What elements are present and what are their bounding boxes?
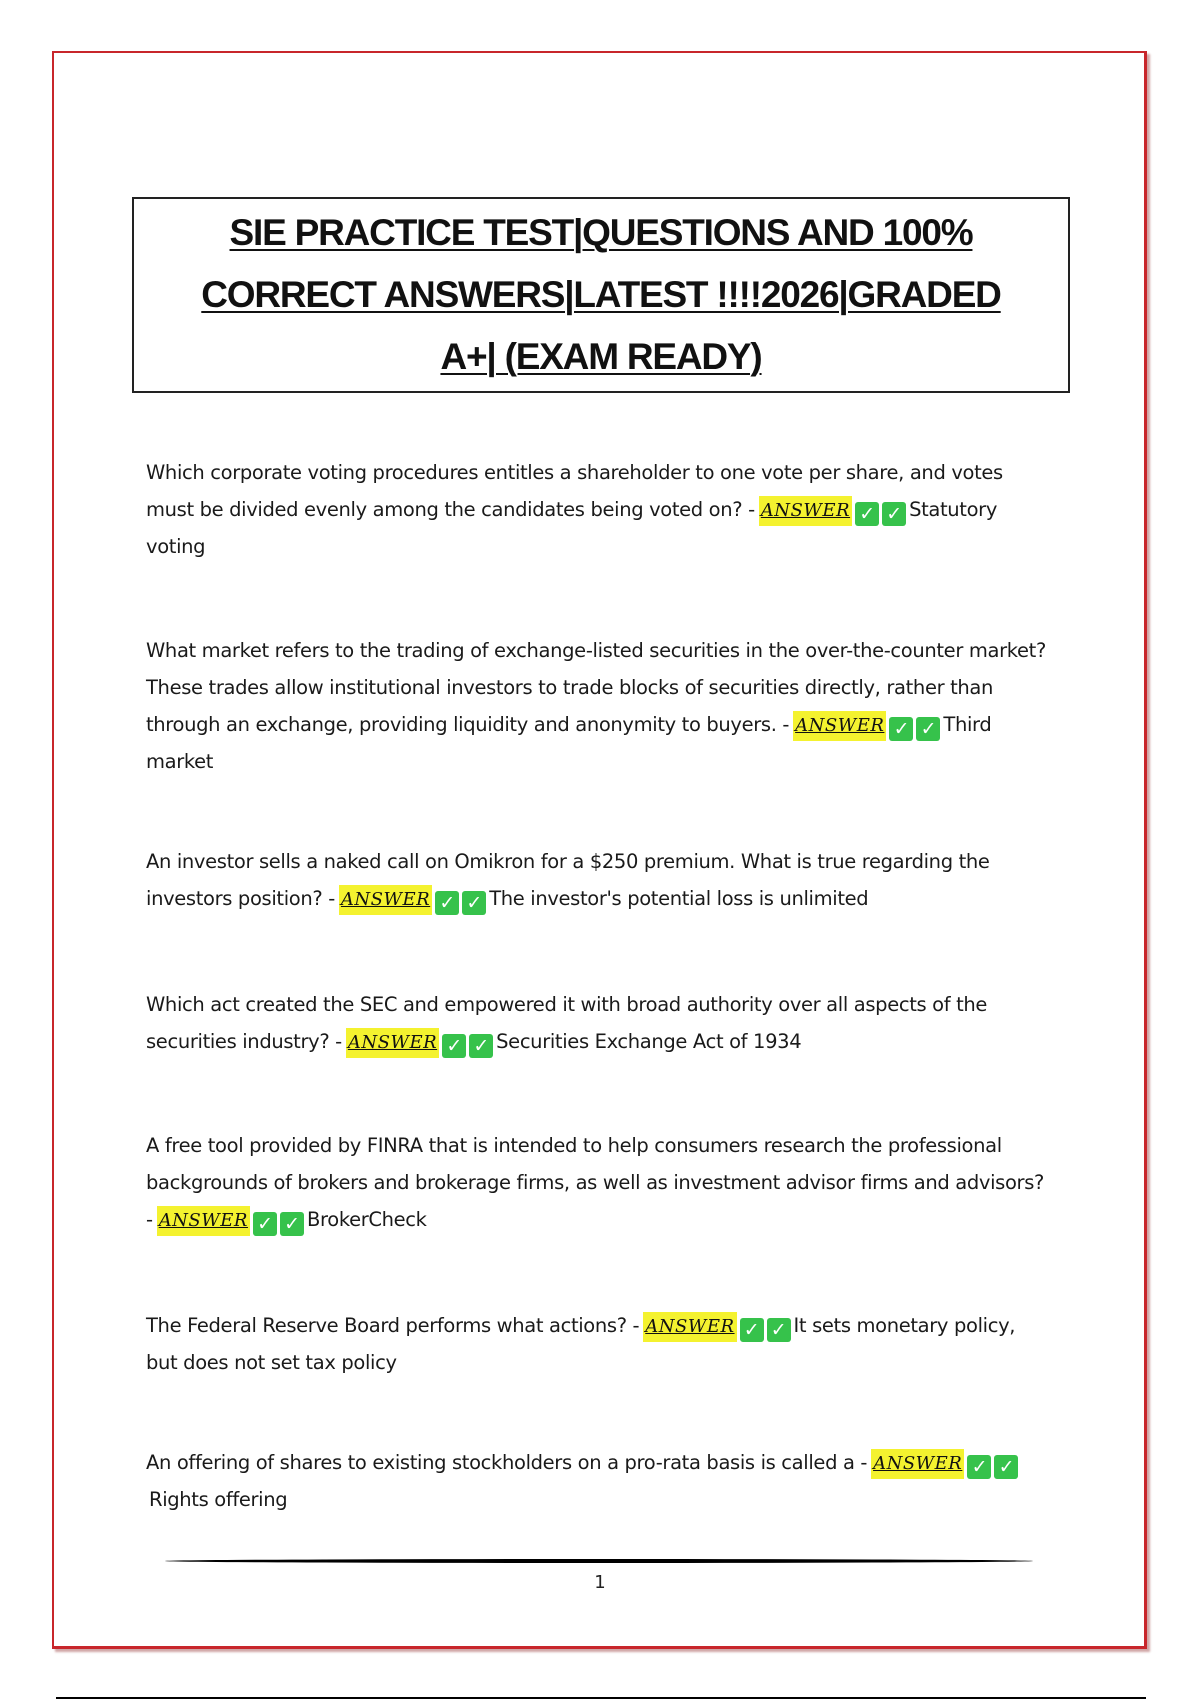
- answer-text: BrokerCheck: [306, 1208, 427, 1231]
- answer-label: ANSWER: [793, 711, 886, 741]
- checkmark-icon: ✓: [253, 1212, 277, 1236]
- answer-label: ANSWER: [759, 496, 852, 526]
- checkmark-icon: ✓: [442, 1034, 466, 1058]
- answer-label: ANSWER: [871, 1449, 964, 1479]
- checkmark-icon: ✓: [740, 1318, 764, 1342]
- answer-text: Rights offering: [149, 1488, 288, 1511]
- question-text: What market refers to the trading of exchange-listed securities in the over-the-counter market? These trades allow institutional investors to trade blocks of securities directly, rather than through an exchange, providing liquidity and anonymity to buyers. -: [146, 639, 1046, 736]
- answer-label: ANSWER: [157, 1206, 250, 1236]
- checkmark-icon: ✓: [462, 891, 486, 915]
- answer-text: Securities Exchange Act of 1934: [496, 1030, 802, 1053]
- qa-item-3: [146, 843, 1046, 917]
- checkmark-icon: ✓: [767, 1318, 791, 1342]
- checkmark-icon: ✓: [967, 1455, 991, 1479]
- question-text: Which act created the SEC and empowered it with broad authority over all aspects of the securities industry? -: [146, 993, 988, 1053]
- answer-label: ANSWER: [339, 885, 432, 915]
- question-text: Which corporate voting procedures entitles a shareholder to one vote per share, and votes must be divided evenly among the candidates being voted on? -: [146, 461, 1003, 521]
- title-line-3: A+| (EXAM READY): [440, 336, 762, 377]
- checkmark-icon: ✓: [916, 717, 940, 741]
- checkmark-icon: ✓: [855, 502, 879, 526]
- bottom-divider: [56, 1697, 1146, 1699]
- title-line-2: CORRECT ANSWERS|LATEST !!!!2026|GRADED: [201, 274, 1001, 315]
- answer-text: Third market: [146, 713, 992, 773]
- checkmark-icon: ✓: [469, 1034, 493, 1058]
- qa-item-2: [146, 632, 1046, 780]
- question-text: The Federal Reserve Board performs what actions? -: [146, 1314, 640, 1337]
- page-number: 1: [594, 1572, 606, 1593]
- checkmark-icon: ✓: [435, 891, 459, 915]
- question-text: An offering of shares to existing stockholders on a pro-rata basis is called a -: [146, 1451, 868, 1474]
- answer-text: The investor's potential loss is unlimited: [489, 887, 869, 910]
- qa-item-4: [146, 986, 1046, 1060]
- checkmark-icon: ✓: [994, 1455, 1018, 1479]
- checkmark-icon: ✓: [882, 502, 906, 526]
- question-text: An investor sells a naked call on Omikron for a $250 premium. What is true regarding the investors position? -: [146, 850, 990, 910]
- title-line-1: SIE PRACTICE TEST|QUESTIONS AND 100%: [229, 212, 973, 253]
- checkmark-icon: ✓: [280, 1212, 304, 1236]
- footer-divider: [165, 1559, 1033, 1563]
- answer-label: ANSWER: [643, 1312, 736, 1342]
- answer-text: Statutory voting: [146, 498, 998, 558]
- qa-item-6: [146, 1307, 1046, 1381]
- question-text: A free tool provided by FINRA that is intended to help consumers research the professional backgrounds of brokers and brokerage firms, as well as investment advisor firms and advisors? -: [146, 1134, 1045, 1231]
- qa-item-1: [146, 454, 1046, 565]
- checkmark-icon: ✓: [889, 717, 913, 741]
- answer-label: ANSWER: [346, 1028, 439, 1058]
- qa-item-7: [146, 1444, 1046, 1518]
- qa-item-5: [146, 1127, 1046, 1238]
- answer-text: It sets monetary policy, but does not set tax policy: [146, 1314, 1016, 1374]
- title-box: [132, 197, 1070, 393]
